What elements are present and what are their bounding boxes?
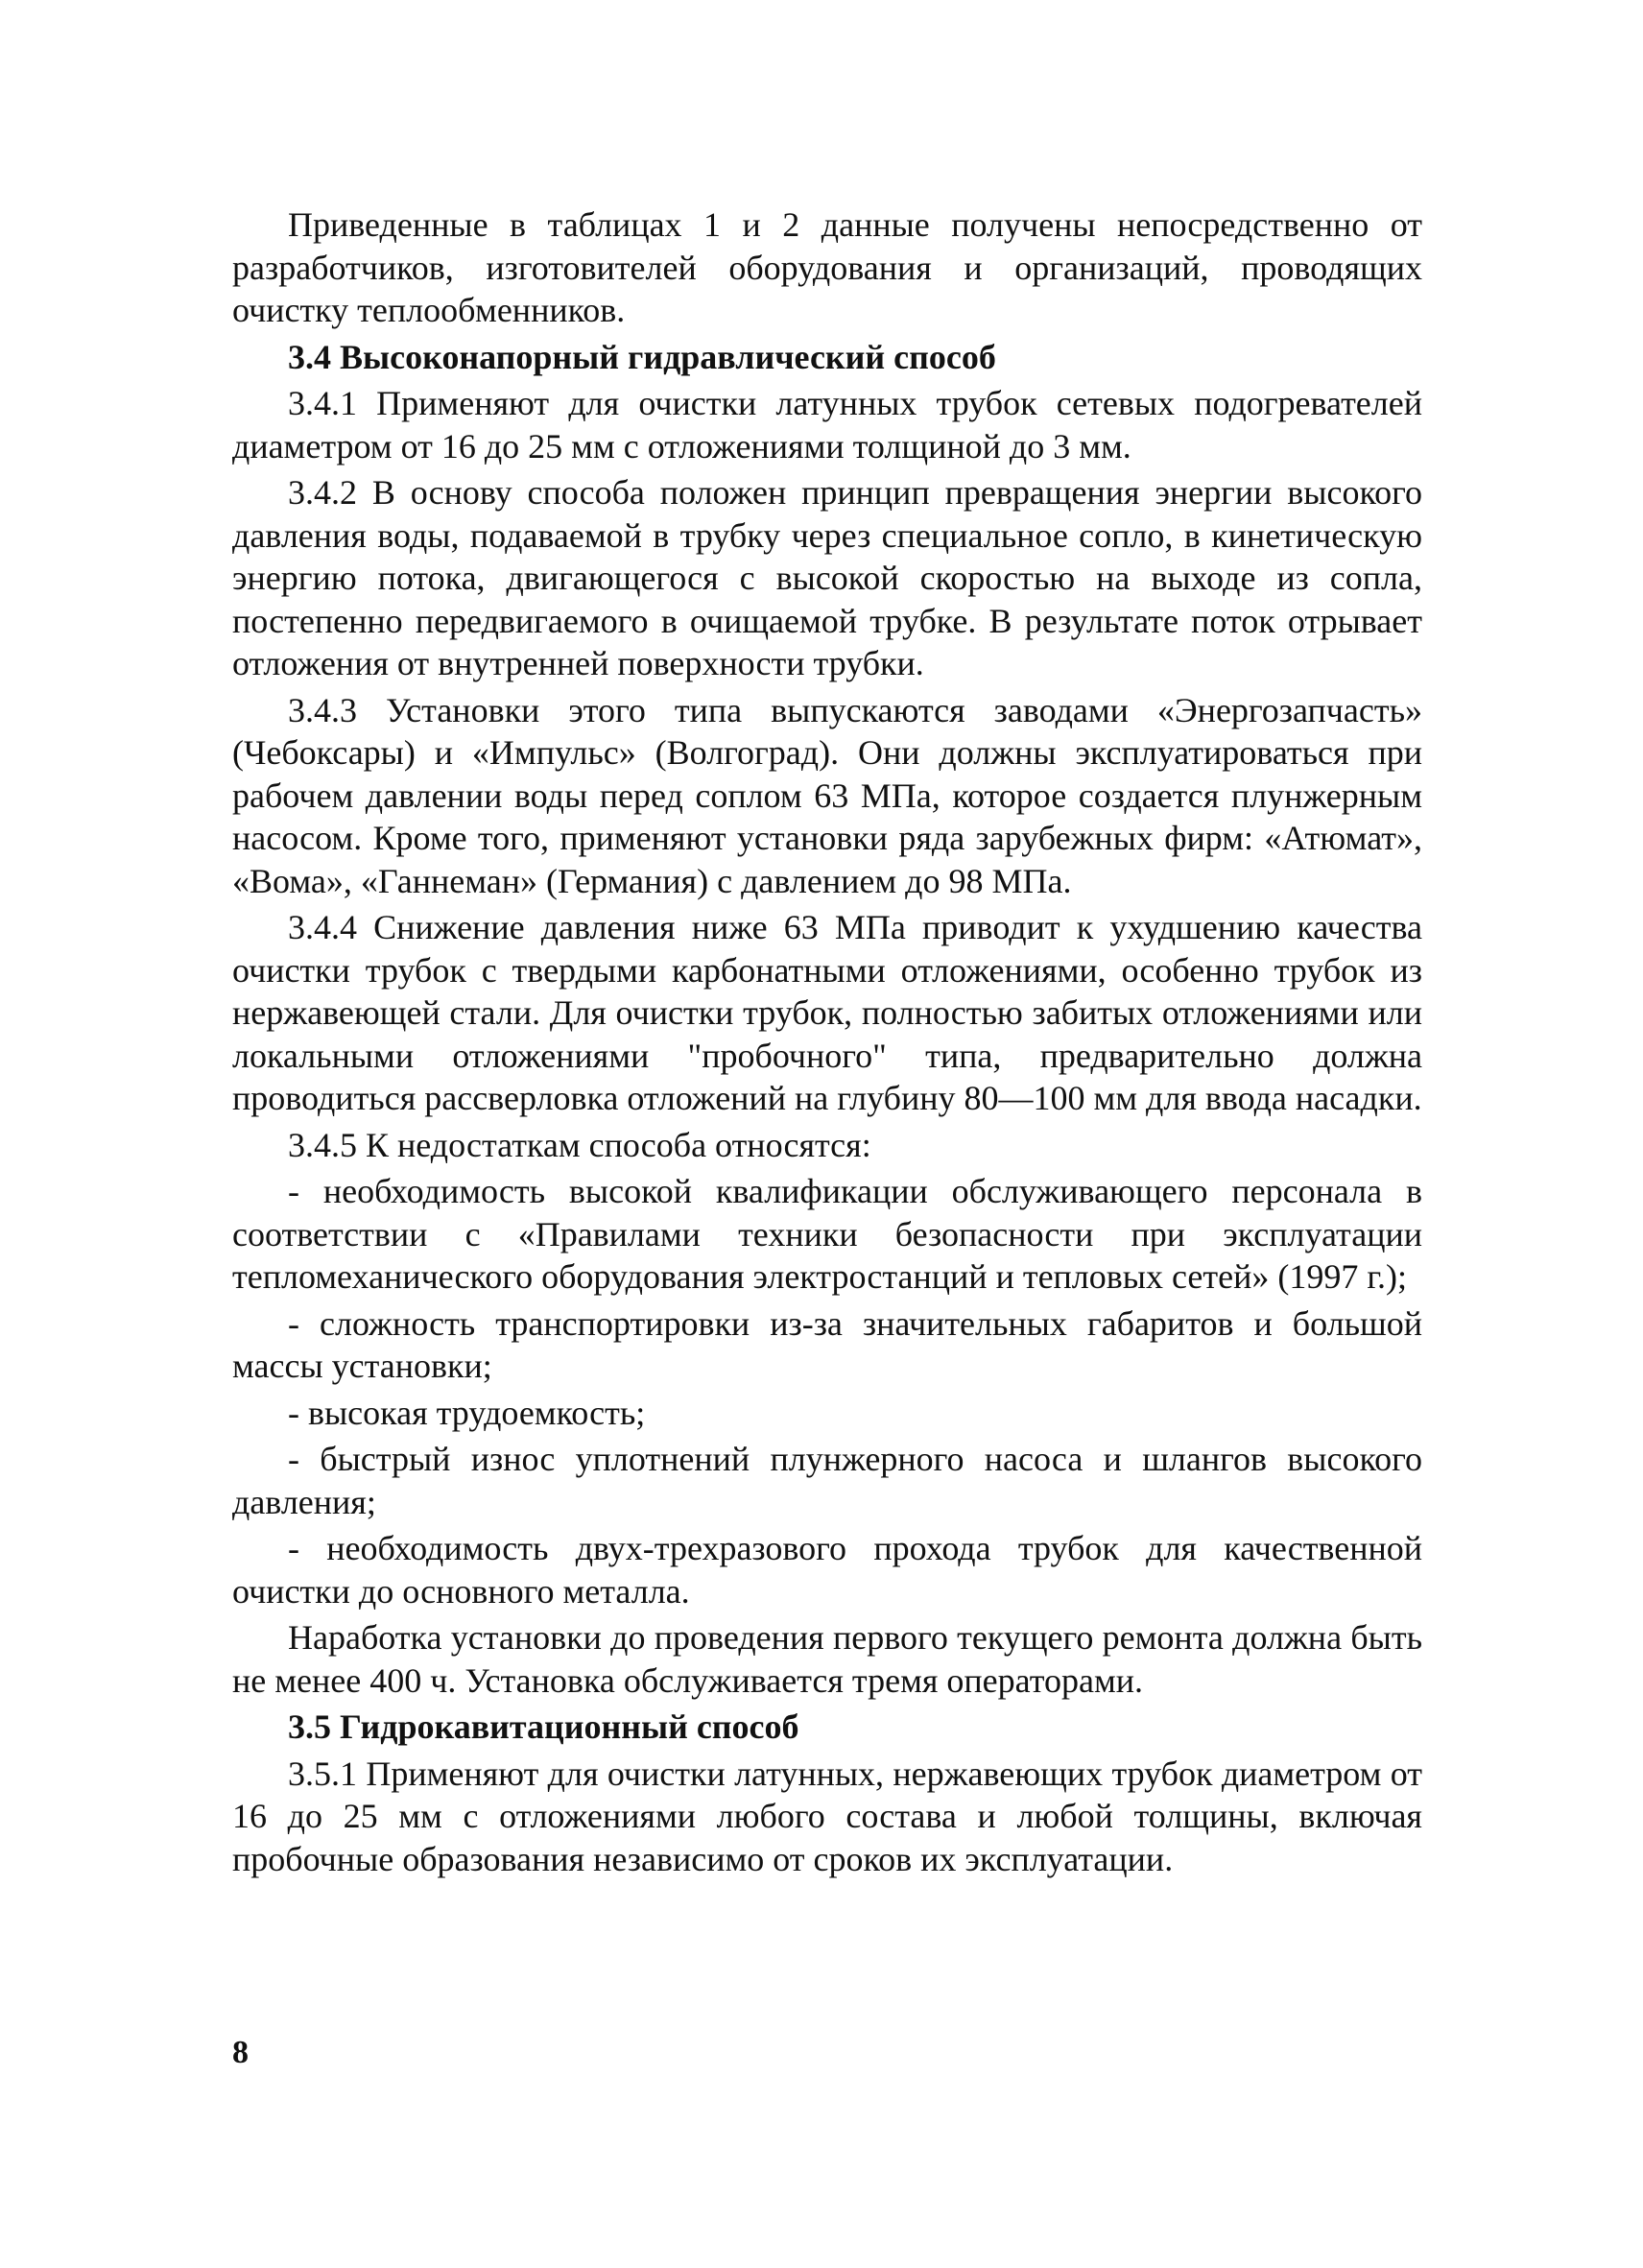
list-item-passes: - необходимость двух-трехразового прохода трубок для качественной очистки до основного металла. [232,1529,1422,1611]
section-heading-3-4: 3.4 Высоконапорный гидравлический способ [288,337,996,376]
list-item-wear: - быстрый износ уплотнений плунжерного насоса и шлангов высокого давления; [232,1440,1422,1521]
paragraph-3-4-4: 3.4.4 Снижение давления ниже 63 МПа приводит к ухудшению качества очистки трубок с твердыми карбонатными отложениями, особенно трубок из нержавеющей стали. Для очистки трубок, полностью забитых отложениями или локальными отложениями "пробочного" типа, предварительно должна проводиться рассверловка отложений на глубину 80—100 мм для ввода насадки. [232,908,1422,1117]
paragraph-3-4-3: 3.4.3 Установки этого типа выпускаются заводами «Энергозапчасть» (Чебоксары) и «Импульс» (Волгоград). Они должны эксплуатироваться при рабочем давлении воды перед соплом 63 МПа, которое создается плунжерным насосом. Кроме того, применяют установки ряда зарубежных фирм: «Атюмат», «Вома», «Ганнеман» (Германия) с давлением до 98 МПа. [232,690,1422,900]
paragraph-3-5-1: 3.5.1 Применяют для очистки латунных, нержавеющих трубок диаметром от 16 до 25 мм с отложениями любого состава и любой толщины, включая пробочные образования независимо от сроков их эксплуатации. [232,1754,1422,1878]
paragraph-3-4-2: 3.4.2 В основу способа положен принцип превращения энергии высокого давления воды, подаваемой в трубку через специальное сопло, в кинетическую энергию потока, двигающегося с высокой скоростью на выходе из сопла, постепенно передвигаемого в очищаемой трубке. В результате поток отрывает отложения от внутренней поверхности трубки. [232,473,1422,682]
document-page [232,203,1422,1884]
paragraph-3-4-5: 3.4.5 К недостаткам способа относятся: [288,1125,871,1164]
page-number: 8 [232,2035,249,2070]
list-item-transport: - сложность транспортировки из-за значительных габаритов и большой массы установки; [232,1303,1422,1385]
paragraph-3-4-1: 3.4.1 Применяют для очистки латунных трубок сетевых подогревателей диаметром от 16 до 25 мм с отложениями толщиной до 3 мм. [232,384,1422,466]
list-item-labor: - высокая трудоемкость; [288,1393,646,1432]
paragraph-intro: Приведенные в таблицах 1 и 2 данные получены непосредственно от разработчиков, изготовителей оборудования и организаций, проводящих очистку теплообменников. [232,205,1422,329]
list-item-qualification: - необходимость высокой квалификации обслуживающего персонала в соответствии с «Правилами техники безопасности при эксплуатации тепломеханического оборудования электростанций и тепловых сетей» (1997 г.); [232,1172,1422,1296]
section-heading-3-5: 3.5 Гидрокавитационный способ [288,1707,799,1746]
paragraph-runtime: Наработка установки до проведения первого текущего ремонта должна быть не менее 400 ч. Установка обслуживается тремя операторами. [232,1618,1422,1700]
